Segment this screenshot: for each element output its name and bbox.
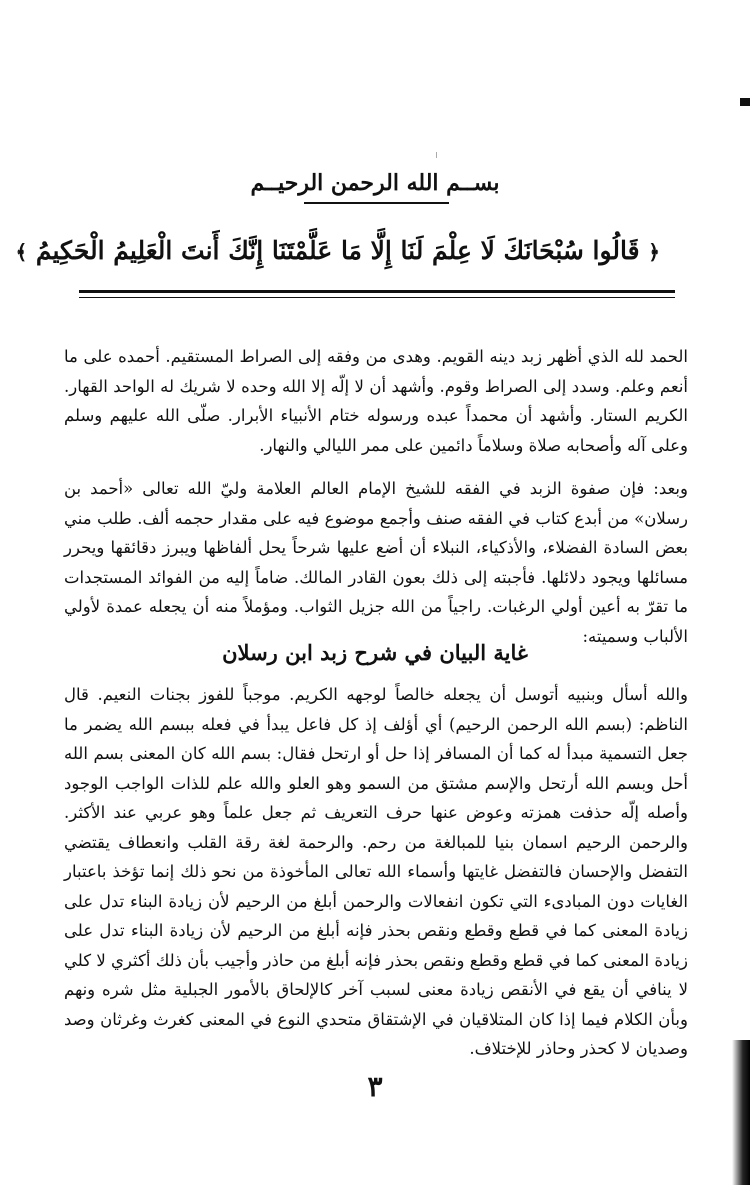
header-rule-thick	[79, 290, 675, 293]
basmala-underline	[304, 202, 449, 204]
verse-open-bracket: ﴿	[648, 240, 660, 264]
page-number: ٣	[367, 1070, 383, 1103]
paragraph-commentary: والله أسأل وبنبيه أتوسل أن يجعله خالصاً لوجهه الكريم. موجباً للفوز بجنات النعيم. قال الناظم: (بسم الله الرحمن الرحيم) أي أؤلف إذ كل فاعل يبدأ في فعله ببسم الله يضمر ما جعل التسمية مبدأ له كما أن المسافر إذا حل أو ارتحل فقال: بسم الله كان المعنى بسم الله أحل وبسم الله أرتحل والإسم مشتق من السمو وهو العلو والله علم للذات الواجب الوجود وأصله إلّه حذفت همزته وعوض عنها حرف التعريف ثم جعل علماً وهو عربي عند الأكثر. والرحمن الرحيم اسمان بنيا للمبالغة من رحم. والرحمة لغة رقة القلب وانعطاف يقتضي التفضل والإحسان فالتفضل غايتها وأسماء الله تعالى المأخوذة من نحو ذلك إنما تؤخذ باعتبار الغايات دون المبادىء التي تكون انفعالات والرحمن أبلغ من الرحيم لأن زيادة البناء تدل على زيادة المعنى كما في قطع وقطع ونقص بحذر فإنه أبلغ من الرحيم لأن زيادة البناء تدل على زيادة المعنى كما في قطع وقطع ونقص بحذر فإنه أبلغ من حاذر وأجيب بأن ذلك أكثري لا كلي لا ينافي أن يقع في الأنقص زيادة معنى لسبب آخر كالإلحاق بالأمور الجبلية مثل شره ونهم وبأن الكلام فيما إذا كان المتلاقيان في الإشتقاق متحدي النوع في المعنى كغرث وغرثان وصد وصديان لا كحذر وحاذر للإختلاف.	[64, 685, 688, 1058]
scan-speck	[436, 152, 437, 158]
scan-edge-mark	[740, 98, 750, 106]
verse-close-bracket: ﴾	[15, 240, 28, 264]
basmala-heading: بســم الله الرحمن الرحيــم	[250, 170, 500, 196]
paragraph-introduction: وبعد: فإن صفوة الزبد في الفقه للشيخ الإمام العالم العلامة وليّ الله تعالى «أحمد بن رسلان» من أبدع كتاب في الفقه صنف وأجمع موضوع فيه على مقدار حجمه ألف. طلب مني بعض السادة الفضلاء، والأذكياء، النبلاء أن أضع عليها شرحاً يحل ألفاظها ويبرز دقائقها ويحرر مسائلها ويجود دلائلها. فأجبته إلى ذلك بعون القادر المالك. ضاماً إليه من الفوائد المستجدات ما تقرّ به أعين أولي الرغبات. راجياً من الله جزيل الثواب. ومؤملاً منه أن يجعله عمدة لأولي الألباب وسميته:	[64, 479, 688, 646]
book-title-heading: غاية البيان في شرح زبد ابن رسلان	[222, 640, 528, 665]
quran-verse	[15, 236, 660, 265]
verse-text: قَالُوا سُبْحَانَكَ لَا عِلْمَ لَنَا إِلَّا مَا عَلَّمْتَنَا إِنَّكَ أَنتَ الْعَلِيمُ الْحَكِيمُ	[35, 236, 640, 265]
paragraph-praise: الحمد لله الذي أظهر زبد دينه القويم. وهدى من وفقه إلى الصراط المستقيم. أحمده على ما أنعم وعلم. وسدد إلى الصراط وقوم. وأشهد أن لا إلّه إلا الله وحده لا شريك له الواحد القهار. الكريم الستار. وأشهد أن محمداً عبده ورسوله ختام الأنبياء الأبرار. صلّى الله عليهم وسلم وعلى آله وأصحابه صلاة وسلاماً دائمين على ممر الليالي والنهار.	[64, 347, 688, 455]
header-rule-thin	[79, 297, 675, 298]
page-edge-shadow	[732, 1040, 750, 1185]
